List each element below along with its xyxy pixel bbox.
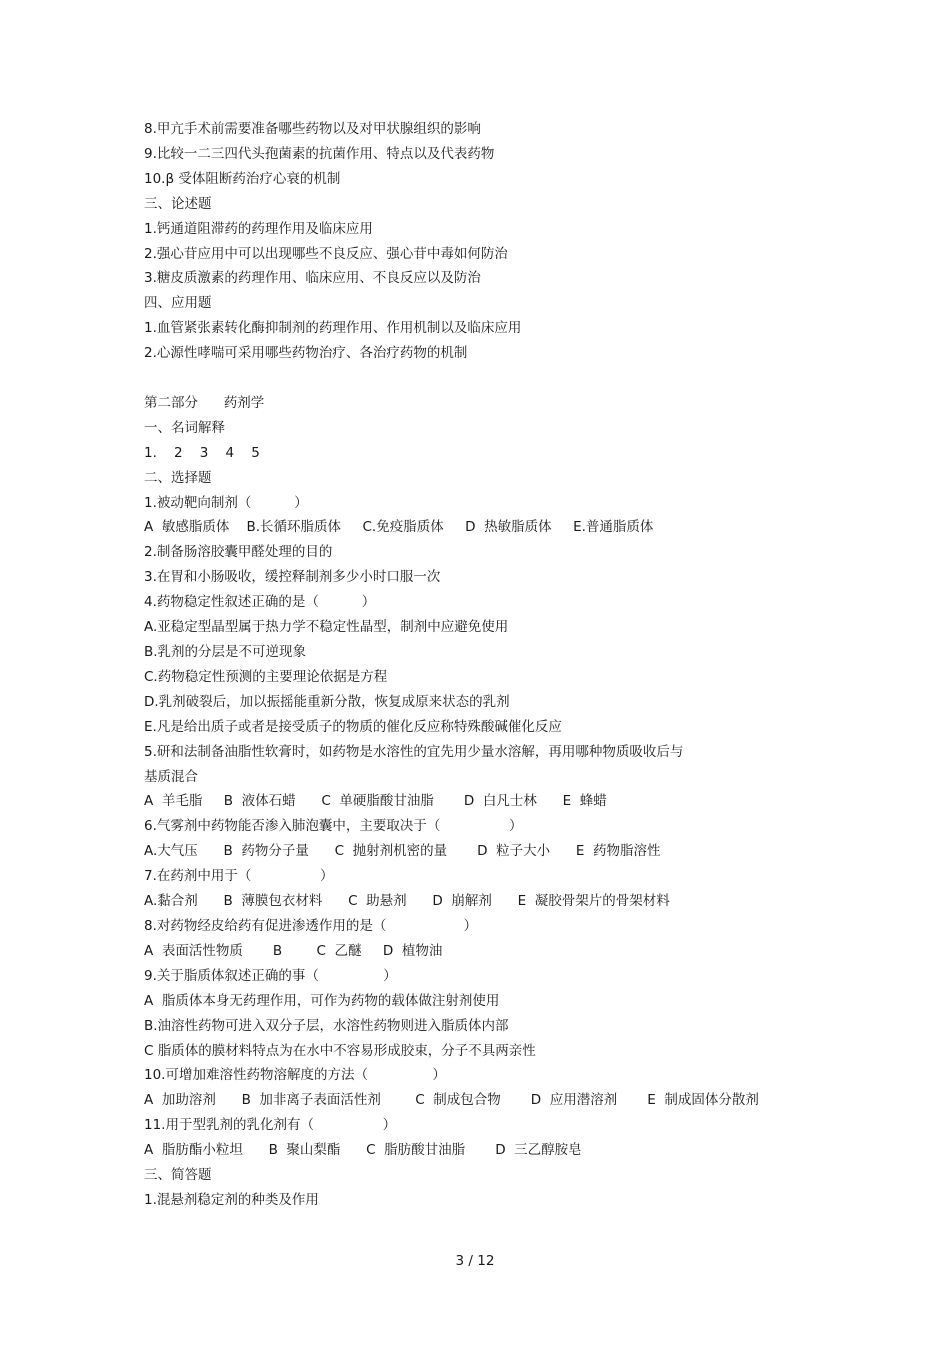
text-line: 10.β 受体阻断药治疗心衰的机制 — [144, 170, 341, 187]
text-line: 2.强心苷应用中可以出现哪些不良反应、强心苷中毒如何防治 — [144, 245, 508, 262]
text-line: 二、选择题 — [144, 469, 212, 486]
text-line: 1.被动靶向制剂（ ） — [144, 494, 308, 511]
text-line: E.凡是给出质子或者是接受质子的物质的催化反应称特殊酸碱催化反应 — [144, 718, 562, 735]
text-line: A 敏感脂质体 B.长循环脂质体 C.免疫脂质体 D 热敏脂质体 E.普通脂质体 — [144, 519, 654, 536]
text-line: A 脂质体本身无药理作用，可作为药物的载体做注射剂使用 — [144, 992, 500, 1009]
text-line: D.乳剂破裂后，加以振摇能重新分散，恢复成原来状态的乳剂 — [144, 693, 510, 710]
blank-line — [144, 366, 844, 391]
text-line: 1.混悬剂稳定剂的种类及作用 — [144, 1191, 319, 1208]
text-line: 4.药物稳定性叙述正确的是（ ） — [144, 594, 376, 611]
text-line: A 加助溶剂 B 加非离子表面活性剂 C 制成包合物 D 应用潜溶剂 E 制成固体分散剂 — [144, 1092, 759, 1109]
text-line: A 脂肪酯小粒坦 B 聚山梨酯 C 脂肪酸甘油脂 D 三乙醇胺皂 — [144, 1142, 582, 1159]
text-line: 9.比较一二三四代头孢菌素的抗菌作用、特点以及代表药物 — [144, 145, 495, 162]
text-line: 三、简答题 — [144, 1167, 212, 1184]
text-line: 2.制备肠溶胶囊甲醛处理的目的 — [144, 544, 333, 561]
text-line: 6.气雾剂中药物能否渗入肺泡囊中，主要取决于（ ） — [144, 818, 523, 835]
page-number: 3 / 12 — [455, 1253, 495, 1269]
text-line: 一、名词解释 — [144, 419, 225, 436]
text-line: 1.血管紧张素转化酶抑制剂的药理作用、作用机制以及临床应用 — [144, 320, 522, 337]
text-line: C 脂质体的膜材料特点为在水中不容易形成胶束，分子不具两亲性 — [144, 1042, 536, 1059]
text-line: 3.糖皮质激素的药理作用、临床应用、不良反应以及防治 — [144, 270, 481, 287]
text-line: 1. 2 3 4 5 — [144, 444, 260, 461]
text-line: 5.研和法制备油脂性软膏时，如药物是水溶性的宜先用少量水溶解，再用哪种物质吸收后与 — [144, 743, 684, 760]
text-line: A 表面活性物质 B C 乙醚 D 植物油 — [144, 942, 443, 959]
text-line: B.油溶性药物可进入双分子层，水溶性药物则进入脂质体内部 — [144, 1017, 509, 1034]
text-line: 四、应用题 — [144, 295, 212, 312]
text-line: 三、论述题 — [144, 195, 212, 212]
document-body — [144, 117, 844, 1213]
text-line: C.药物稳定性预测的主要理论依据是方程 — [144, 668, 388, 685]
text-line: A.亚稳定型晶型属于热力学不稳定性晶型，制剂中应避免使用 — [144, 619, 509, 636]
text-line: A.大气压 B 药物分子量 C 抛射剂机密的量 D 粒子大小 E 药物脂溶性 — [144, 843, 661, 860]
text-line: 10.可增加难溶性药物溶解度的方法（ ） — [144, 1067, 446, 1084]
text-line: B.乳剂的分层是不可逆现象 — [144, 644, 307, 661]
text-line: 1.钙通道阻滞药的药理作用及临床应用 — [144, 220, 373, 237]
text-line: A 羊毛脂 B 液体石蜡 C 单硬脂酸甘油脂 D 白凡士林 E 蜂蜡 — [144, 793, 607, 810]
text-line: A.黏合剂 B 薄膜包衣材料 C 助悬剂 D 崩解剂 E 凝胶骨架片的骨架材料 — [144, 893, 670, 910]
text-line: 第二部分 药剂学 — [144, 394, 265, 411]
text-line: 8.甲亢手术前需要准备哪些药物以及对甲状腺组织的影响 — [144, 121, 481, 137]
text-line: 3.在胃和小肠吸收，缓控释制剂多少小时口服一次 — [144, 569, 441, 586]
text-line: 9.关于脂质体叙述正确的事（ ） — [144, 967, 397, 984]
text-line: 7.在药剂中用于（ ） — [144, 868, 334, 885]
text-line: 基质混合 — [144, 768, 198, 785]
text-line: 8.对药物经皮给药有促进渗透作用的是（ ） — [144, 917, 478, 934]
text-line: 11.用于型乳剂的乳化剂有（ ） — [144, 1117, 397, 1134]
text-line: 2.心源性哮喘可采用哪些药物治疗、各治疗药物的机制 — [144, 345, 468, 362]
